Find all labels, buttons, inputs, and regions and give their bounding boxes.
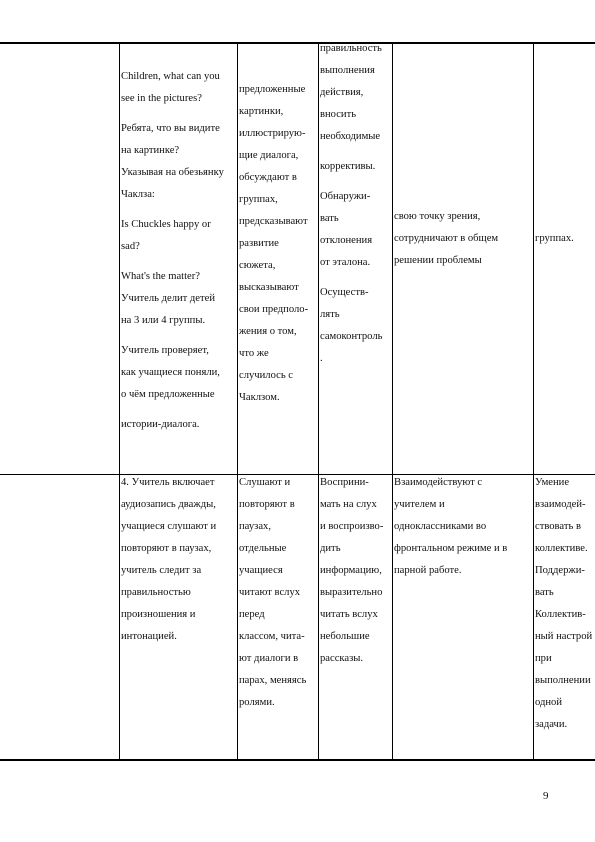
cell-text-line: самоконтроль [320, 331, 383, 342]
cell-text-line: парной работе. [394, 565, 462, 576]
cell-text-line: ный настрой [535, 631, 593, 642]
cell-text-line: ют диалоги в [239, 653, 299, 664]
cell-text-line: sad? [121, 241, 140, 252]
cell-text-line: повторяют в паузах, [121, 543, 212, 554]
cell-text-line: Обнаружи- [320, 191, 371, 202]
cell-text-line: высказывают [239, 282, 299, 293]
line-gap [121, 332, 224, 340]
cell-text-line: вать [535, 587, 554, 598]
row2-student-activity [239, 472, 306, 714]
cell-text-line: Взаимодействуют с [394, 477, 483, 488]
cell-text-line: коллективе. [535, 543, 588, 554]
cell-text-line: отдельные [239, 543, 287, 554]
cell-text-line: решении проблемы [394, 255, 482, 266]
cell-text-line: правильностью [121, 587, 191, 598]
row1-communicative-skills [394, 206, 498, 272]
cell-text-line: учащиеся [239, 565, 283, 576]
row1-cognitive-skills [320, 38, 382, 370]
table-bottom-border [0, 759, 595, 761]
cell-text-line: читают вслух [239, 587, 301, 598]
cell-text-line: щие диалога, [239, 150, 299, 161]
cell-text-line: действия, [320, 87, 364, 98]
cell-text-line: учащиеся слушают и [121, 521, 217, 532]
cell-text-line: Поддержи- [535, 565, 585, 576]
cell-text-line: классом, чита- [239, 631, 305, 642]
cell-text-line: одной [535, 697, 563, 708]
line-gap [121, 258, 224, 266]
cell-text-line: и воспроизво- [320, 521, 384, 532]
cell-text-line: аудиозапись дважды, [121, 499, 216, 510]
cell-text-line: что же [239, 348, 269, 359]
cell-text-line: взаимодей- [535, 499, 586, 510]
cell-text-line: see in the pictures? [121, 93, 202, 104]
cell-text-line: от эталона. [320, 257, 371, 268]
cell-text-line: Коллектив- [535, 609, 586, 620]
cell-text-line: необходимые [320, 131, 381, 142]
cell-text-line: предложенные [239, 84, 306, 95]
cell-text-line: Восприни- [320, 477, 369, 488]
cell-text-line: задачи. [535, 719, 568, 730]
cell-text-line: парах, меняясь [239, 675, 307, 686]
cell-text-line: Ребята, что вы видите [121, 123, 220, 134]
column-divider-5 [533, 42, 534, 761]
cell-text-line: интонацией. [121, 631, 177, 642]
cell-text-line: коррективы. [320, 161, 376, 172]
column-divider-4 [392, 42, 393, 761]
cell-text-line: учитель следит за [121, 565, 202, 576]
cell-text-line: группах, [239, 194, 278, 205]
line-gap [121, 406, 224, 414]
cell-text-line: перед [239, 609, 265, 620]
cell-text-line: случилось с [239, 370, 294, 381]
cell-text-line: ролями. [239, 697, 275, 708]
column-divider-1 [119, 42, 120, 761]
cell-text-line: о чём предложенные [121, 389, 215, 400]
cell-text-line: читать вслух [320, 609, 378, 620]
cell-text-line: сотрудничают в общем [394, 233, 499, 244]
cell-text-line: Указывая на обезьянку [121, 167, 224, 178]
cell-text-line: Учитель проверяет, [121, 345, 209, 356]
cell-text-line: на 3 или 4 группы. [121, 315, 206, 326]
column-divider-3 [318, 42, 319, 761]
cell-text-line: отклонения [320, 235, 373, 246]
row1-student-activity [239, 79, 308, 409]
cell-text-line: фронтальном режиме и в [394, 543, 508, 554]
column-divider-2 [237, 42, 238, 761]
cell-text-line: дить [320, 543, 341, 554]
cell-text-line: выполнении [535, 675, 591, 686]
cell-text-line: 4. Учитель включает [121, 477, 215, 488]
row1-personal-skills [535, 228, 574, 250]
table-top-border [0, 42, 595, 44]
cell-text-line: рассказы. [320, 653, 364, 664]
cell-text-line: картинки, [239, 106, 284, 117]
cell-text-line: как учащиеся поняли, [121, 367, 220, 378]
cell-text-line: правильность [320, 43, 382, 54]
line-gap [320, 148, 382, 156]
cell-text-line: произношения и [121, 609, 196, 620]
cell-text-line: группах. [535, 233, 574, 244]
row1-teacher-activity [121, 66, 224, 436]
cell-text-line: вносить [320, 109, 357, 120]
cell-text-line: небольшие [320, 631, 370, 642]
cell-text-line: предсказывают [239, 216, 308, 227]
row2-cognitive-skills [320, 472, 383, 670]
cell-text-line: информацию, [320, 565, 382, 576]
cell-text-line: повторяют в [239, 499, 295, 510]
cell-text-line: жения о том, [239, 326, 297, 337]
cell-text-line: Children, what can you [121, 71, 220, 82]
line-gap [121, 110, 224, 118]
cell-text-line: учителем и [394, 499, 445, 510]
cell-text-line: паузах, [239, 521, 271, 532]
row2-teacher-activity [121, 472, 216, 648]
cell-text-line: выполнения [320, 65, 375, 76]
cell-text-line: одноклассниками во [394, 521, 487, 532]
cell-text-line: истории-диалога. [121, 419, 200, 430]
cell-text-line: вать [320, 213, 339, 224]
cell-text-line: Чаклзом. [239, 392, 280, 403]
cell-text-line: Чаклза: [121, 189, 155, 200]
cell-text-line: выразительно [320, 587, 383, 598]
row2-personal-skills [535, 472, 592, 736]
line-gap [320, 274, 382, 282]
cell-text-line: What's the matter? [121, 271, 200, 282]
cell-text-line: сюжета, [239, 260, 276, 271]
line-gap [121, 206, 224, 214]
cell-text-line: мать на слух [320, 499, 377, 510]
cell-text-line: при [535, 653, 552, 664]
cell-text-line: Осуществ- [320, 287, 369, 298]
cell-text-line: Слушают и [239, 477, 291, 488]
cell-text-line: ствовать в [535, 521, 581, 532]
cell-text-line: . [320, 353, 323, 364]
cell-text-line: свою точку зрения, [394, 211, 481, 222]
cell-text-line: лять [320, 309, 340, 320]
cell-text-line: иллюстрирую- [239, 128, 306, 139]
cell-text-line: на картинке? [121, 145, 180, 156]
cell-text-line: Учитель делит детей [121, 293, 216, 304]
page-number: 9 [543, 790, 549, 802]
line-gap [320, 178, 382, 186]
cell-text-line: Is Chuckles happy or [121, 219, 211, 230]
cell-text-line: свои предполо- [239, 304, 309, 315]
row2-communicative-skills [394, 472, 507, 582]
cell-text-line: Умение [535, 477, 570, 488]
cell-text-line: развитие [239, 238, 279, 249]
cell-text-line: обсуждают в [239, 172, 297, 183]
